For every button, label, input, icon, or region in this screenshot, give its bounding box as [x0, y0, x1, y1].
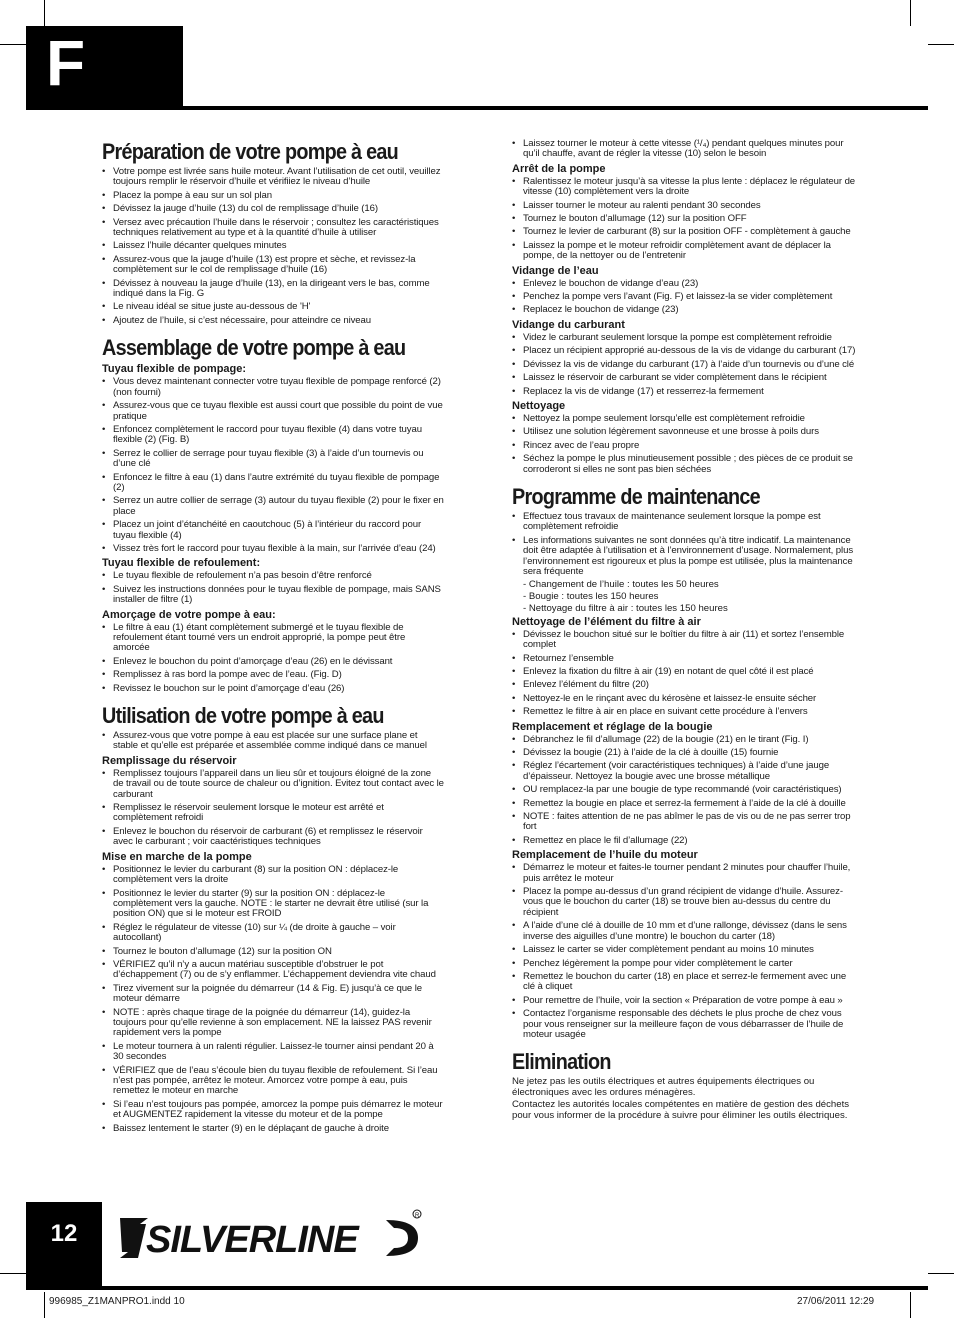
maintenance-schedule: [512, 580, 857, 614]
crop-mark: [0, 1273, 26, 1274]
list-item: • Penchez légèrement la pompe pour vider complètement le carter: [512, 959, 857, 969]
crop-mark: [928, 1273, 954, 1274]
list-item: • Tournez le bouton d’allumage (12) sur la position OFF: [512, 214, 857, 224]
spark-plug-list: [512, 735, 857, 847]
list-item: • Séchez la pompe le plus minutieusement possible ; des pièces de ce produit se corroderont si elles ne sont pas bien séchées: [512, 454, 857, 475]
fuel-drain-list: [512, 333, 857, 397]
section-title-usage: Utilisation de votre pompe à eau: [102, 703, 384, 729]
suction-hose-list: [102, 377, 444, 554]
list-item: • Si l’eau n’est toujours pas pompée, amorcez la pompe puis démarrez le moteur et AUGMENTEZ rapidement la vitesse du moteur et de la pompe: [102, 1100, 444, 1121]
list-item: • Placez la pompe à eau sur un sol plan: [102, 191, 444, 201]
right-column: [512, 139, 857, 1123]
list-item: • Replacez le bouchon de vidange (23): [512, 305, 857, 315]
elimination-paragraph-2: Contactez les autorités locales compétentes en matière de gestion des déchets pour vous informer de la procédure à suivre pour éliminer les outils électriques.: [512, 1099, 850, 1121]
water-drain-list: [512, 279, 857, 316]
list-item: • Le filtre à eau (1) étant complètement submergé et le tuyau flexible de refoulement étant tourné vers un endroit approprié, la pompe peut être amorcée: [102, 623, 444, 654]
footer-file-info: 996985_Z1MANPRO1.indd 10: [49, 1296, 185, 1307]
crop-mark: [928, 44, 954, 45]
crop-mark: [910, 0, 911, 26]
subheading-spark-plug: Remplacement et réglage de la bougie: [512, 720, 713, 733]
maintenance-intro-list: [512, 512, 857, 577]
list-item: • Serrez le collier de serrage pour tuyau flexible (3) à l’aide d’un tournevis ou d’une clé: [102, 449, 444, 470]
list-item: • Les informations suivantes ne sont données qu’à titre indicatif. La maintenance doit être adaptée à l’utilisation et à l’environnement d’usage. Normalement, plus l’environnement est rigoureux et plus la pompe est utilisée, plus la maintenance sera fréquente: [512, 536, 857, 578]
list-item: • Enfoncez le filtre à eau (1) dans l’autre extrémité du tuyau flexible de pompage (2): [102, 473, 444, 494]
list-item: • Versez avec précaution l’huile dans le réservoir ; consultez les caractéristiques techniques relativement au type et à la quantité d’huile à utiliser: [102, 218, 444, 239]
crop-mark: [44, 0, 45, 26]
subheading-refuel: Remplissage du réservoir: [102, 754, 237, 767]
preparation-list: [102, 167, 444, 326]
language-letter: F: [46, 27, 86, 99]
list-item: • Dévissez la vis de vidange du carburant (17) à l’aide d’un tournevis ou d’une clé: [512, 360, 857, 370]
list-item: • Laissez le carter se vider complètement pendant au moins 10 minutes: [512, 945, 857, 955]
list-item: • Remettez le bouchon du carter (18) en place et serrez-le fermement avec une clé à cliquet: [512, 972, 857, 993]
list-item: • NOTE : après chaque tirage de la poignée du démarreur (14), guidez-la toujours pour qu’elle revienne à son emplacement. NE la laissez PAS revenir rapidement vers la pompe: [102, 1008, 444, 1039]
list-item: • Rincez avec de l’eau propre: [512, 441, 857, 451]
list-item: • Placez un joint d’étanchéité en caoutchouc (5) à l’intérieur du raccord pour tuyau flexible (4): [102, 520, 444, 541]
list-item: • Placez la pompe au-dessus d’un grand récipient de vidange d’huile. Assurez-vous que le bouchon du carter (18) se trouve bien au-dessus du centre du récipient: [512, 887, 857, 918]
list-item: • VÉRIFIEZ qu’il n’y a aucun matériau susceptible d’obstruer le pot d’échappement (7) ou de s’y enflammer. L’échappement deviendra vite chaud: [102, 960, 444, 981]
priming-list: [102, 623, 444, 694]
list-item: • Utilisez une solution légèrement savonneuse et une brosse à poils durs: [512, 427, 857, 437]
start-list: [102, 865, 444, 1134]
list-item: • Remplissez le réservoir seulement lorsque le moteur est arrêté et complètement refroidi: [102, 803, 444, 824]
list-item: • Laisser tourner le moteur au ralenti pendant 30 secondes: [512, 201, 857, 211]
schedule-line: - Nettoyage du filtre à air : toutes les 150 heures: [523, 602, 728, 614]
list-item: • Dévissez à nouveau la jauge d’huile (13), en la dirigeant vers le bas, comme indiqué dans la Fig. G: [102, 279, 444, 300]
list-item: • Laissez la pompe et le moteur refroidir complètement avant de déplacer la pompe, de la nettoyer ou de l’entretenir: [512, 241, 857, 262]
list-item: • Enfoncez complètement le raccord pour tuyau flexible (4) dans votre tuyau flexible (2) (Fig. B): [102, 425, 444, 446]
list-item: • Enlevez le bouchon du point d’amorçage d’eau (26) en le dévissant: [102, 657, 444, 667]
list-item: • Tournez le bouton d’allumage (12) sur la position ON: [102, 947, 444, 957]
svg-text:SILVERLINE: SILVERLINE: [146, 1219, 358, 1261]
list-item: • Ajoutez de l’huile, si c’est nécessaire, pour atteindre ce niveau: [102, 316, 444, 326]
subheading-priming: Amorçage de votre pompe à eau:: [102, 608, 276, 621]
subheading-water-drain: Vidange de l’eau: [512, 264, 599, 277]
list-item: • Penchez la pompe vers l’avant (Fig. F) et laissez-la se vider complètement: [512, 292, 857, 302]
cleaning-list: [512, 414, 857, 475]
list-item: • Remettez le filtre à air en place en suivant cette procédure à l’envers: [512, 707, 857, 717]
list-item: • Réglez l’écartement (voir caractéristiques techniques) à l’aide d’une jauge d’épaisseur. Nettoyez la bougie avec une brosse métallique: [512, 761, 857, 782]
list-item: • Baissez lentement le starter (9) en le déplaçant de gauche à droite: [102, 1124, 444, 1134]
list-item: • Débranchez le fil d’allumage (22) de la bougie (21) en le tirant (Fig. I): [512, 735, 857, 745]
silverline-logo: [118, 1208, 423, 1268]
subheading-air-filter: Nettoyage de l’élément du filtre à air: [512, 615, 701, 628]
list-item: • NOTE : faites attention de ne pas abîmer le pas de vis ou de ne pas serrer trop fort: [512, 812, 857, 833]
list-item: • VÉRIFIEZ que de l’eau s’écoule bien du tuyau flexible de refoulement. Si l’eau n’est pas pompée, arrêtez le moteur. Amorcez votre pompe à eau, puis remettez le moteur en marche: [102, 1066, 444, 1097]
subheading-stop: Arrêt de la pompe: [512, 162, 606, 175]
list-item: • Tournez le levier de carburant (8) sur la position OFF - complètement à gauche: [512, 227, 857, 237]
list-item: • Positionnez le levier du starter (9) sur la position ON : déplacez-le complètement vers la gauche. NOTE : le starter ne devrait être utilisé (sur la position ON) que si le moteur est FROID: [102, 889, 444, 920]
crop-mark: [0, 44, 26, 45]
list-item: • Retournez l’ensemble: [512, 654, 857, 664]
list-item: • Pour remettre de l’huile, voir la section « Préparation de votre pompe à eau »: [512, 996, 857, 1006]
list-item: • Votre pompe est livrée sans huile moteur. Avant l’utilisation de cet outil, veuillez toujours remplir le réservoir d’huile et vérifiiez le niveau d’huile: [102, 167, 444, 188]
list-item: • Démarrez le moteur et faites-le tourner pendant 2 minutes pour chauffer l’huile, puis arrêtez le moteur: [512, 863, 857, 884]
list-item: • Le tuyau flexible de refoulement n’a pas besoin d’être renforcé: [102, 571, 444, 581]
list-item: • Le niveau idéal se situe juste au-dessous de 'H': [102, 302, 444, 312]
subheading-oil-change: Remplacement de l’huile du moteur: [512, 849, 698, 862]
list-item: • Effectuez tous travaux de maintenance seulement lorsque la pompe est complètement refroidie: [512, 512, 857, 533]
list-item: • Nettoyez-le en le rinçant avec du kérosène et laissez-le ensuite sécher: [512, 694, 857, 704]
list-item: • Nettoyez la pompe seulement lorsqu’elle est complètement refroidie: [512, 414, 857, 424]
svg-text:R: R: [415, 1213, 420, 1219]
list-item: • Assurez-vous que ce tuyau flexible est aussi court que possible du point de vue pratique: [102, 401, 444, 422]
list-item: • Remettez la bougie en place et serrez-la fermement à l’aide de la clé à douille: [512, 799, 857, 809]
list-item: • Dévissez le bouchon situé sur le boîtier du filtre à air (11) et sortez l’ensemble complet: [512, 630, 857, 651]
usage-intro-list: [102, 731, 444, 752]
list-item: • Videz le carburant seulement lorsque la pompe est complètement refroidie: [512, 333, 857, 343]
list-item: • Revissez le bouchon sur le point d’amorçage d’eau (26): [102, 684, 444, 694]
stop-list: [512, 177, 857, 262]
schedule-line: - Changement de l’huile : toutes les 50 heures: [523, 579, 719, 591]
list-item: • Dévissez la bougie (21) à l’aide de la clé à douille (15) fournie: [512, 748, 857, 758]
list-item: • Dévissez la jauge d’huile (13) du col de remplissage d’huile (16): [102, 204, 444, 214]
footer-rule: [102, 1286, 928, 1290]
left-column: [102, 139, 444, 1137]
list-item: • Suivez les instructions données pour le tuyau flexible de pompage, mais SANS installer de filtre (1): [102, 585, 444, 606]
subheading-cleaning: Nettoyage: [512, 399, 566, 412]
page-number: 12: [50, 1220, 78, 1247]
crop-mark: [910, 1292, 911, 1318]
list-item: • Remplissez toujours l’appareil dans un lieu sûr et toujours éloigné de la zone de travail ou de toute source de chaleur ou d’ignition. Evitez tout contact avec le carburant: [102, 769, 444, 800]
list-item: • Réglez le régulateur de vitesse (10) sur ¼ (de droite à gauche – voir autocollant): [102, 923, 444, 944]
list-item: • Serrez un autre collier de serrage (3) autour du tuyau flexible (2) pour le fixer en place: [102, 496, 444, 517]
list-item: • Enlevez le bouchon du réservoir de carburant (6) et remplissez le réservoir avec le carburant ; voir caactéristiques techniques: [102, 827, 444, 848]
list-item: • Enlevez le bouchon de vidange d’eau (23): [512, 279, 857, 289]
list-item: • Replacez la vis de vidange (17) et resserrez-la fermement: [512, 387, 857, 397]
footer-date: 27/06/2011 12:29: [797, 1296, 875, 1307]
subheading-suction-hose: Tuyau flexible de pompage:: [102, 363, 247, 376]
subheading-start: Mise en marche de la pompe: [102, 850, 252, 863]
oil-change-list: [512, 863, 857, 1040]
elimination-paragraph-1: Ne jetez pas les outils électriques et autres équipements électriques ou électroniques avec les ordures ménagères.: [512, 1076, 815, 1098]
section-title-assembly: Assemblage de votre pompe à eau: [102, 335, 406, 361]
list-item: • Enlevez la fixation du filtre à air (19) en notant de quel côté il est placé: [512, 667, 857, 677]
list-item: • Assurez-vous que la jauge d’huile (13) est propre et sèche, et revissez-la complètement sur le col de remplissage d’huile (16): [102, 255, 444, 276]
list-item: • Remplissez à ras bord la pompe avec de l’eau. (Fig. D): [102, 670, 444, 680]
list-item: • Laissez le réservoir de carburant se vider complètement dans le récipient: [512, 373, 857, 383]
list-item: • Laissez l’huile décanter quelques minutes: [102, 241, 444, 251]
list-item: • Tirez vivement sur la poignée du démarreur (14 & Fig. E) jusqu’à ce que le moteur démarre: [102, 984, 444, 1005]
warmup-list: [512, 139, 857, 160]
crop-mark: [44, 1292, 45, 1318]
list-item: • Positionnez le levier du carburant (8) sur la position ON : déplacez-le complètement vers la droite: [102, 865, 444, 886]
list-item: • Vous devez maintenant connecter votre tuyau flexible de pompage renforcé (2) (non fourni): [102, 377, 444, 398]
list-item: • Ralentissez le moteur jusqu’à sa vitesse la plus lente : déplacez le régulateur de vitesse (10) complètement vers la droite: [512, 177, 857, 198]
list-item: • Laissez tourner le moteur à cette vitesse (¹/₄) pendant quelques minutes pour qu’il chauffe, avant de régler la vitesse (10) selon le besoin: [512, 139, 857, 160]
header-rule: [183, 106, 928, 110]
refuel-list: [102, 769, 444, 848]
air-filter-list: [512, 630, 857, 718]
list-item: • Contactez l’organisme responsable des déchets le plus proche de chez vous pour vous renseigner sur la meilleure façon de vous débarrasser de l’huile de moteur usagée: [512, 1009, 857, 1040]
list-item: • Remettez en place le fil d’allumage (22): [512, 836, 857, 846]
list-item: • Enlevez l’élément du filtre (20): [512, 680, 857, 690]
list-item: • Le moteur tournera à un ralenti régulier. Laissez-le tourner ainsi pendant 20 à 30 secondes: [102, 1042, 444, 1063]
list-item: • OU remplacez-la par une bougie de type recommandé (voir caractéristiques): [512, 785, 857, 795]
section-title-elimination: Elimination: [512, 1049, 611, 1075]
section-title-preparation: Préparation de votre pompe à eau: [102, 139, 399, 164]
delivery-hose-list: [102, 571, 444, 605]
list-item: • Vissez très fort le raccord pour tuyau flexible à la main, sur l’arrivée d’eau (24): [102, 544, 444, 554]
list-item: • A l’aide d’une clé à douille de 10 mm et d’une rallonge, dévissez (dans le sens inverse des aiguilles d’une montre) le bouchon du carter (18): [512, 921, 857, 942]
section-title-maintenance: Programme de maintenance: [512, 483, 760, 509]
list-item: • Assurez-vous que votre pompe à eau est placée sur une surface plane et stable et qu’elle est préparée et assemblée comme indiqué dans ce manuel: [102, 731, 444, 752]
subheading-fuel-drain: Vidange du carburant: [512, 318, 625, 331]
schedule-line: - Bougie : toutes les 150 heures: [523, 591, 659, 603]
list-item: • Placez un récipient approprié au-dessous de la vis de vidange du carburant (17): [512, 346, 857, 356]
subheading-delivery-hose: Tuyau flexible de refoulement:: [102, 557, 261, 570]
